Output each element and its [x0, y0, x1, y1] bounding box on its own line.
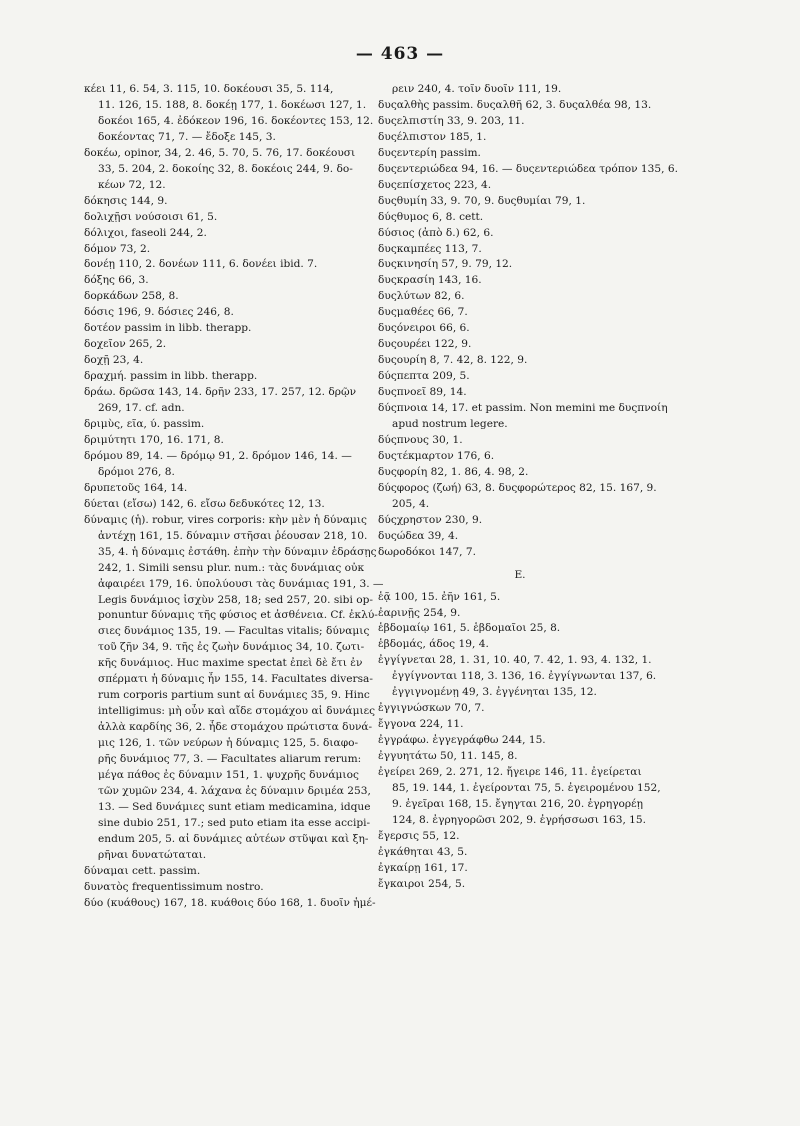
index-line: δόλιχοι, faseoli 244, 2.: [84, 226, 207, 239]
index-line: μις 126, 1. τῶν νεύρων ἡ δύναμις 125, 5. διαφο-: [98, 737, 359, 750]
index-line: ρῆς δυνάμιος 77, 3. — Facultates aliarum rerum:: [98, 753, 362, 766]
index-line: ἐγγιγνομένῃ 49, 3. ἐγγένηται 135, 12.: [392, 686, 597, 699]
index-line: ἐγγράφω. ἐγγεγράφθω 244, 15.: [378, 734, 546, 747]
index-line: δύςπνους 30, 1.: [378, 433, 463, 446]
index-line: δυςκαμπέες 113, 7.: [378, 242, 482, 255]
index-line: δυνατὸς frequentissimum nostro.: [84, 880, 264, 893]
index-line: δύο (κυάθους) 167, 18. κυάθοις δύο 168, 1. δυοῖν ἡμέ-: [84, 896, 376, 909]
index-line: δυςκινησίη 57, 9. 79, 12.: [378, 258, 513, 271]
index-line: 35, 4. ἡ δύναμις ἐστάθη. ἐπὴν τὴν δύναμιν ἑδράσῃς: [98, 545, 377, 558]
index-line: ἑᾷ 100, 15. ἐῆν 161, 5.: [378, 590, 501, 603]
index-line: 13. — Sed δυνάμιες sunt etiam medicamina, idque: [98, 800, 371, 813]
index-line: 124, 8. ἐγρηγορῶσι 202, 9. ἐγρήσσωσι 163, 15.: [392, 813, 647, 826]
index-line: 9. ἐγεῖραι 168, 15. ἔγηγται 216, 20. ἐγρηγορέῃ: [392, 797, 643, 810]
index-line: δυςώδεα 39, 4.: [378, 529, 459, 542]
index-line: ἐγγίγνονται 118, 3. 136, 16. ἐγγίγνωνται 137, 6.: [392, 670, 657, 683]
index-line: ἀφαιρέει 179, 16. ὑπολύουσι τὰς δυνάμιας 191, 3. —: [98, 577, 384, 590]
index-line: ἐγκάθηται 43, 5.: [378, 845, 468, 858]
index-line: ἐγγίγνεται 28, 1. 31, 10. 40, 7. 42, 1. 93, 4. 132, 1.: [378, 654, 652, 667]
index-line: τῶν χυμῶν 234, 4. λάχανα ἐς δύναμιν δριμέα 253,: [98, 784, 371, 797]
index-line: δύςχρηστον 230, 9.: [378, 513, 483, 526]
index-line: δύςπνοια 14, 17. et passim. Non memini me δυςπνοίη: [378, 402, 668, 415]
index-line: ἐγκαίρῃ 161, 17.: [378, 861, 468, 874]
index-line: δονέῃ 110, 2. δονέων 111, 6. δονέει ibid. 7.: [84, 258, 318, 271]
index-line: δύςθυμος 6, 8. cett.: [378, 210, 484, 223]
index-line: δυςτέκμαρτον 176, 6.: [378, 449, 495, 462]
left-column: [84, 82, 397, 912]
index-line: τοῦ ζῆν 34, 9. τῆς ἐς ζωὴν δυνάμιος 34, 10. ζωτι-: [98, 641, 365, 654]
index-line: apud nostrum legere.: [392, 418, 508, 431]
index-line: ἔγκαιροι 254, 5.: [378, 877, 466, 890]
index-line: κέει 11, 6. 54, 3. 115, 10. δοκέουσι 35, 5. 114,: [84, 83, 334, 95]
index-line: δολιχῇσι νούσοισι 61, 5.: [84, 210, 218, 223]
index-line: ἐγείρει 269, 2. 271, 12. ἤγειρε 146, 11. ἐγείρεται: [378, 766, 642, 779]
index-line: δυςπνοεῖ 89, 14.: [378, 386, 467, 399]
index-line: ἀλλὰ καρδίης 36, 2. ἧδε στομάχου πρώτιστα δυνά-: [98, 721, 373, 734]
index-line: δυςουρίη 8, 7. 42, 8. 122, 9.: [378, 354, 528, 367]
index-line: δύσιος (ἀπὸ δ.) 62, 6.: [378, 226, 494, 239]
index-line: δυςέλπιστον 185, 1.: [378, 130, 487, 143]
index-line: ἔγερσις 55, 12.: [378, 829, 460, 842]
index-line: δυςεπίσχετος 223, 4.: [378, 178, 492, 191]
index-line: intelligimus: μὴ οὖν καὶ αἴδε στομάχου αἱ δυνάμιες: [98, 705, 376, 718]
index-line: 11. 126, 15. 188, 8. δοκέῃ 177, 1. δοκέωσι 127, 1.: [98, 98, 367, 111]
index-line: δοκέω, opinor, 34, 2. 46, 5. 70, 5. 76, 17. δοκέουσι: [84, 146, 356, 159]
index-line: δυςαλθὴς passim. δυςαλθῆ 62, 3. δυςαλθέα 98, 13.: [378, 98, 652, 111]
index-line: δρυπετοῦς 164, 14.: [84, 481, 188, 494]
index-line: δρόμου 89, 14. — δρόμῳ 91, 2. δρόμον 146, 14. —: [84, 449, 352, 462]
index-line: δοτέον passim in libb. therapp.: [84, 322, 252, 335]
index-line: δρόμοι 276, 8.: [98, 465, 175, 478]
index-line: ἐγγιγνώσκων 70, 7.: [378, 702, 485, 715]
index-line: δύςφορος (ζωή) 63, 8. δυςφορώτερος 82, 15. 167, 9.: [378, 481, 657, 494]
index-line: δορκάδων 258, 8.: [84, 290, 179, 303]
index-line: endum 205, 5. αἱ δυνάμιες αὐτέων στῦψαι καὶ ξη-: [98, 832, 369, 845]
index-line: σιες δυνάμιος 135, 19. — Facultas vitalis; δύναμις: [98, 625, 370, 638]
index-line: δόκησις 144, 9.: [84, 194, 168, 207]
index-line: δραχμή. passim in libb. therapp.: [84, 370, 258, 383]
index-line: δόσις 196, 9. δόσιες 246, 8.: [84, 306, 234, 319]
index-line: δύναμις (ἡ). robur, vires corporis: κὴν μὲν ἡ δύναμις: [84, 513, 367, 526]
index-line: δύεται (εἴσω) 142, 6. εἴσω δεδυκότες 12, 13.: [84, 497, 325, 510]
index-line: ρῆναι δυνατώταται.: [98, 848, 207, 861]
right-column-delta-entries: [378, 82, 696, 561]
index-line: 33, 5. 204, 2. δοκοίης 32, 8. δοκέοις 244, 9. δο-: [98, 162, 353, 175]
index-line: δοχῇ 23, 4.: [84, 354, 144, 367]
right-column: [378, 82, 696, 893]
index-line: rum corporis partium sunt αἱ δυνάμιες 35, 9. Hinc: [98, 689, 370, 702]
index-line: 269, 17. cf. adn.: [98, 402, 185, 415]
section-letter: E.: [514, 568, 526, 581]
index-line: 242, 1. Simili sensu plur. num.: τὰς δυνάμιας οὐκ: [98, 561, 365, 574]
index-line: δοχεῖον 265, 2.: [84, 338, 167, 351]
index-line: δυςφορίη 82, 1. 86, 4. 98, 2.: [378, 465, 529, 478]
index-line: δυςκρασίη 143, 16.: [378, 274, 482, 287]
index-line: δυςεντερίη passim.: [378, 146, 481, 159]
index-line: μέγα πάθος ἐς δύναμιν 151, 1. ψυχρῆς δυνάμιος: [98, 768, 359, 781]
index-line: ρειν 240, 4. τοῖν δυοῖν 111, 19.: [392, 83, 562, 95]
index-line: δυςθυμίη 33, 9. 70, 9. δυςθυμίαι 79, 1.: [378, 194, 586, 207]
index-line: δόμον 73, 2.: [84, 242, 151, 255]
index-line: δωροδόκοι 147, 7.: [378, 545, 476, 558]
right-column-epsilon-entries: [378, 590, 696, 893]
index-line: δόξης 66, 3.: [84, 274, 149, 287]
index-line: ἐγγυητάτω 50, 11. 145, 8.: [378, 750, 518, 763]
index-line: Legis δυνάμιος ἰσχὺν 258, 18; sed 257, 20. sibi op-: [98, 593, 373, 606]
index-line: σπέρματι ἡ δύναμις ἦν 155, 14. Facultates diversa-: [98, 673, 373, 686]
index-line: δυςελπιστίη 33, 9. 203, 11.: [378, 114, 525, 127]
index-line: ἐαρινῇς 254, 9.: [378, 606, 461, 619]
index-line: δοκέοι 165, 4. ἐδόκεον 196, 16. δοκέοντες 153, 12.: [98, 114, 374, 127]
index-line: sine dubio 251, 17.; sed puto etiam ita esse accipi-: [98, 816, 371, 829]
index-line: δυςλύτων 82, 6.: [378, 290, 465, 303]
index-line: κέων 72, 12.: [98, 178, 166, 191]
index-line: 85, 19. 144, 1. ἐγείρονται 75, 5. ἐγειρομένου 152,: [392, 781, 661, 794]
index-line: ἔγγονα 224, 11.: [378, 718, 464, 731]
index-line: 205, 4.: [392, 497, 430, 510]
index-line: δοκέοντας 71, 7. — ἔδοξε 145, 3.: [98, 130, 276, 143]
index-line: δυςμαθέες 66, 7.: [378, 306, 468, 319]
index-line: δύναμαι cett. passim.: [84, 864, 201, 877]
index-line: δυςουρέει 122, 9.: [378, 338, 472, 351]
index-line: ponuntur δύναμις τῆς φύσιος et ἀσθένεια. Cf. ἐκλύ-: [98, 609, 378, 622]
index-line: δριμὺς, εῖα, ύ. passim.: [84, 418, 205, 431]
index-line: δυςόνειροι 66, 6.: [378, 322, 470, 335]
index-line: δράω. δρῶσα 143, 14. δρῆν 233, 17. 257, 12. δρῷν: [84, 386, 357, 399]
index-line: δριμύτητι 170, 16. 171, 8.: [84, 433, 224, 446]
page-number: — 463 —: [355, 44, 445, 64]
index-line: ἀντέχῃ 161, 15. δύναμιν στῆσαι ῥέουσαν 218, 10.: [98, 529, 368, 542]
index-line: δύςπεπτα 209, 5.: [378, 370, 470, 383]
index-line: δυςεντεριώδεα 94, 16. — δυςεντεριώδεα τρόπον 135, 6.: [378, 162, 678, 175]
index-line: ἑβδομάς, άδος 19, 4.: [378, 638, 489, 651]
index-line: ἑβδομαίῳ 161, 5. ἑβδομαῖοι 25, 8.: [378, 622, 561, 635]
index-line: κῆς δυνάμιος. Huc maxime spectat ἐπεὶ δὲ ἔτι ἐν: [98, 657, 363, 670]
